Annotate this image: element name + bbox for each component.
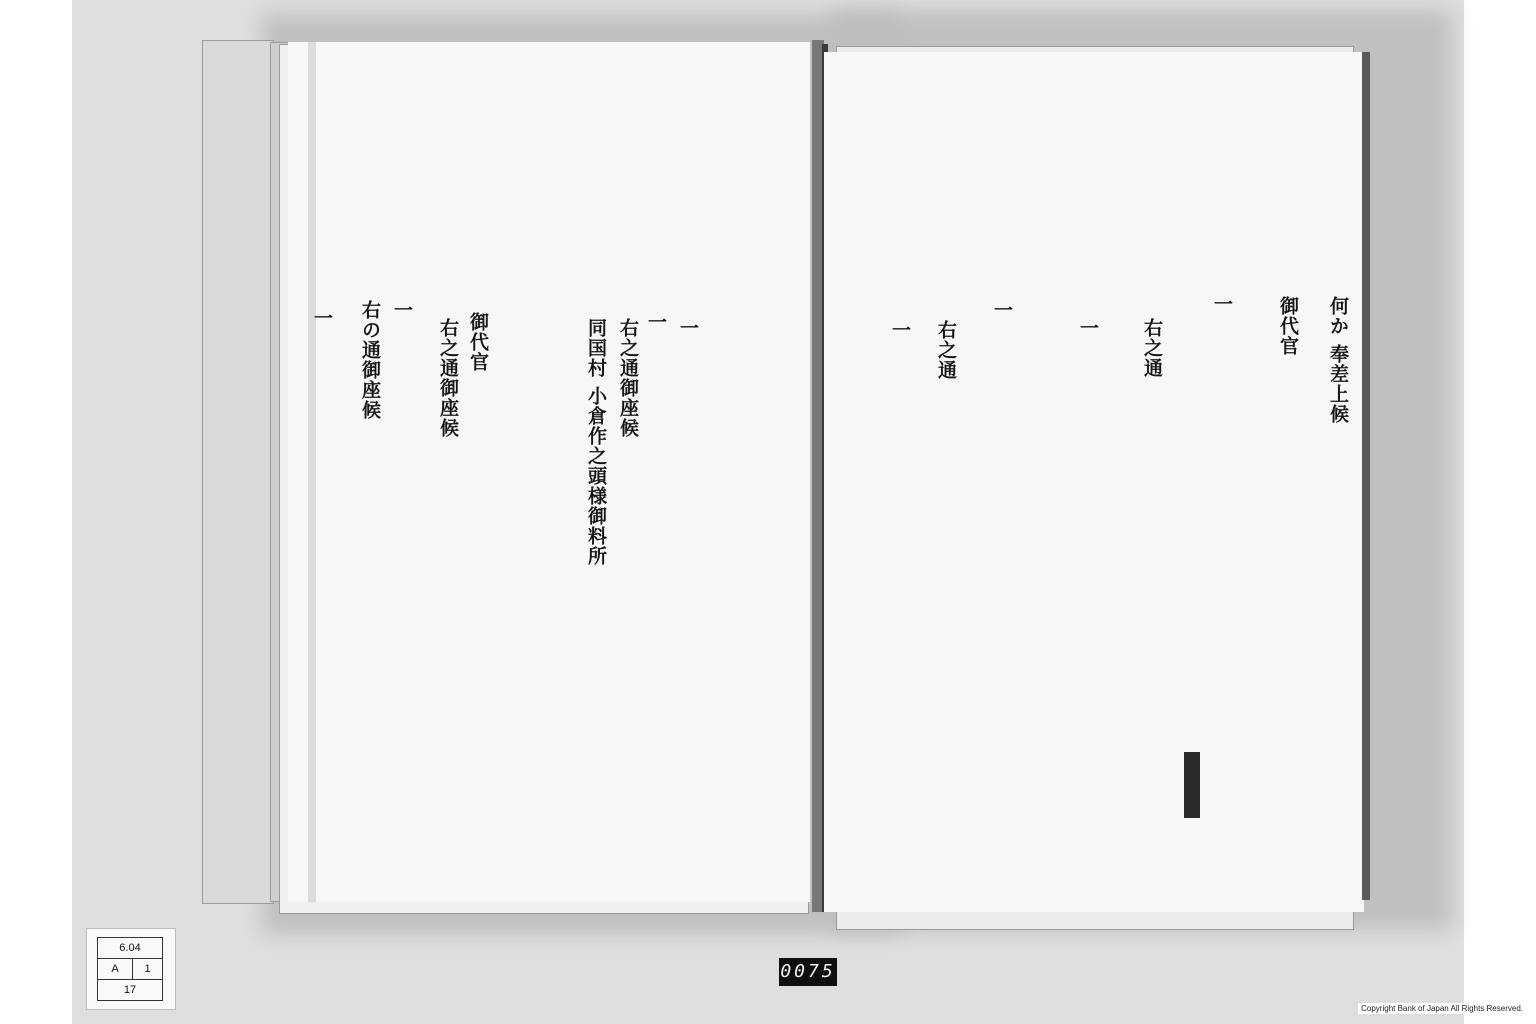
catalog-label-table: [97, 937, 163, 1001]
left-col-8: [358, 300, 382, 740]
copyright-notice: Copyright Bank of Japan All Rights Reserved.: [1358, 1003, 1526, 1014]
right-col-3: [1210, 294, 1234, 754]
catalog-volume: 1: [133, 959, 163, 980]
page-tab-marker: [1184, 752, 1200, 818]
catalog-label-card: [86, 928, 176, 1010]
left-col-9: [310, 308, 334, 748]
right-col-2-text: 御代官: [1277, 296, 1299, 356]
right-col-6: [990, 300, 1014, 740]
right-col-4-text: 右之通: [1141, 318, 1163, 378]
right-col-5: [1076, 318, 1100, 738]
right-fore-edge: [1362, 52, 1370, 900]
right-col-6-text: 一: [991, 300, 1013, 320]
catalog-series: A: [98, 959, 133, 980]
left-col-7-text: 一: [391, 300, 413, 320]
left-cover-board: [202, 40, 274, 904]
left-col-3: [616, 318, 640, 738]
right-col-7-text: 右之通: [935, 320, 957, 380]
left-col-3-text: 右之通御座候: [617, 318, 639, 438]
right-col-5-text: 一: [1077, 318, 1099, 338]
left-col-8-text: 右の通御座候: [359, 300, 381, 420]
right-col-4: [1140, 318, 1164, 738]
right-col-8-text: 一: [889, 320, 911, 340]
left-col-4-text: 同国村 小倉作之頭様御料所: [585, 318, 607, 566]
right-col-1: [1326, 296, 1350, 756]
left-col-7: [390, 300, 414, 740]
left-col-6: [436, 318, 460, 738]
left-col-1-text: 一: [677, 318, 699, 338]
left-col-6-text: 右之通御座候: [437, 318, 459, 438]
right-col-2: [1276, 296, 1300, 756]
scan-background: [72, 0, 1464, 1024]
right-col-7: [934, 320, 958, 740]
left-col-5-text: 御代官: [467, 312, 489, 372]
right-col-8: [888, 320, 912, 740]
frame-number: 0075: [779, 958, 837, 986]
catalog-number: 6.04: [98, 938, 163, 959]
right-col-1-text: 何か 奉差上候: [1327, 296, 1349, 424]
left-col-5: [466, 312, 490, 752]
left-col-2: [644, 312, 668, 752]
left-col-4: [584, 318, 608, 738]
left-col-9-text: 一: [311, 308, 333, 328]
catalog-item: 17: [98, 980, 163, 1001]
left-col-1: [676, 318, 700, 738]
left-col-2-text: 一: [645, 312, 667, 332]
right-col-3-text: 一: [1211, 294, 1233, 314]
